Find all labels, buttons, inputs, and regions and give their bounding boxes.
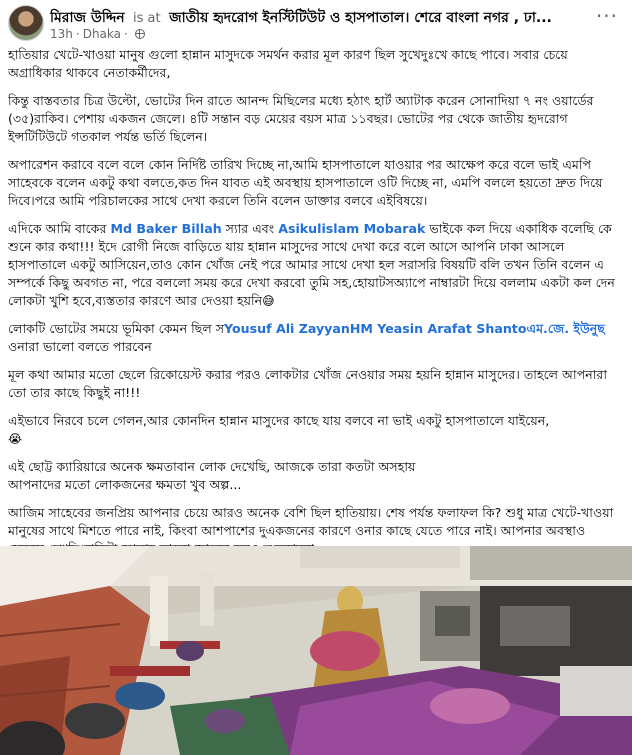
post-text: এইভাবে নিরবে চলে গেলন,আর কোনদিন হান্নান মাসুদের কাছে যায় বলবে না ভাই একটু হাসপাতালে যাইয়েন, xyxy=(8,413,550,428)
post-text: ভাইকে কল দিয়ে একাধিক বলেছি কে শুনে কার কথা!!! ইদে রোগী নিজে বাড়িতে যায় হান্নান মাসুদের সাথে দেখা করে বলে আসে আপনি ঢাকা আসলে হাসপাতালে একটু আসিয়েন,তাও কোন খোঁজ নেই পরে আমার সাথে দেখা হল সরাসরি বিষয়টি বলি তখন তিনি বলেন এ সম্পর্কে কিছু অবগত না, পরে বললো সময় করে দেখা করবো তুমি সহ,হোয়াটসঅ্যাপে নাম্বারটা দিয়ে বললাম একটা কল দেন লোকটা খুশি হবে,ব্যস্ততার কারণে আর দেওয়া হয়নি xyxy=(8,221,615,308)
post-photo[interactable] xyxy=(0,546,632,755)
meta-separator: · xyxy=(75,27,80,41)
mention-tag[interactable]: HM Yeasin Arafat Shanto xyxy=(349,321,527,336)
mention-tag[interactable]: Md Baker Billah xyxy=(110,221,222,236)
author-line xyxy=(50,6,580,26)
avatar[interactable] xyxy=(8,5,44,41)
globe-icon xyxy=(135,29,145,39)
more-options-button[interactable]: ··· xyxy=(595,4,618,28)
mention-tag[interactable]: Yousuf Ali Zayyan xyxy=(224,321,350,336)
post-paragraph: মূল কথা আমার মতো ছেলে রিকোয়েস্ট করার পরও লোকটার খোঁজ নেওয়ার সময় হয়নি হান্নান মাসুদের। তাহলে আপনারা তো তার কাছে কিছুই না!!! xyxy=(8,367,607,400)
post-paragraph xyxy=(8,220,624,310)
post-paragraph: কিন্তু বাস্তবতার চিত্র উল্টো, ভোটের দিন রাতে আনন্দ মিছিলের মধ্যে হঠাৎ হার্ট অ্যাটাক করেন সোনাদিয়া ৭ নং ওয়ার্ডের (৩৫)রাকিব। পেশায় একজন জেলে। ৪টি সন্তান বড় মেয়ের বয়স মাত্র ১১বছর। ভোটের পর থেকে জাতীয় হৃদরোগ ইন্সটিটিউটে গতকাল পর্যন্ত ভর্তি ছিলেন। xyxy=(8,93,594,144)
post-paragraph xyxy=(8,412,624,448)
post-paragraph: হাতিয়ার খেটে-খাওয়া মানুষ গুলো হান্নান মাসুদকে সমর্থন করার মূল কারণ ছিল সুখেদুঃখে কাছে পাবে। সবার চেয়ে অগ্রাধিকার থাকবে নেতাকর্মীদের, xyxy=(8,47,568,80)
hospital-ward-photo xyxy=(0,546,632,755)
post-location[interactable]: Dhaka xyxy=(82,27,121,41)
mention-tag[interactable]: Asikulislam Mobarak xyxy=(278,221,426,236)
post-text: লোকটি ভোটের সময়ে ভূমিকা কেমন ছিল স xyxy=(8,321,225,336)
sweat-smile-emoji-icon: 😅 xyxy=(262,294,275,308)
post-text: এই ছোট্ট ক্যারিয়ারে অনেক ক্ষমতাবান লোক দেখেছি, আজকে তারা কতটা অসহায় xyxy=(8,459,416,474)
place-link[interactable]: জাতীয় হৃদরোগ ইনস্টিটিউট ও হাসপাতাল। শেরে বাংলা নগর , ঢা... xyxy=(169,10,552,26)
post-header xyxy=(0,0,632,44)
post-time[interactable]: 13h xyxy=(50,27,73,41)
is-at-text: is at xyxy=(133,11,161,26)
post-meta xyxy=(50,26,145,42)
post-paragraph xyxy=(8,458,624,494)
post-text: স্যার এবং xyxy=(221,221,279,236)
mention-tag[interactable]: এম.জে. ইউনুছ xyxy=(526,321,605,336)
post-text: আপনাদের মতো লোকজনের ক্ষমতা খুব অল্প... xyxy=(8,477,242,492)
post-text: এদিকে আমি বাকের xyxy=(8,221,111,236)
author-name[interactable]: মিরাজ উদ্দিন xyxy=(50,10,125,26)
crying-emoji-icon: 😭 xyxy=(8,432,23,446)
post-paragraph: আজিম সাহেবের জনপ্রিয় আপনার চেয়ে আরও অনেক বেশি ছিল হাতিয়ায়। শেষ পর্যন্ত ফলাফল কি? শুধু মাত্র খেটে-খাওয়া মানুষের সাথে মিশতে পারে নাই, কিংবা আশপাশের দুএকজনের কারণে ওনার কাছে যেতে পারে নাই। আপনার অবস্থাও xyxy=(8,505,614,538)
post-paragraph xyxy=(8,320,624,356)
post-text: ওনারা ভালো বলতে পারবেন xyxy=(8,339,152,354)
meta-separator: · xyxy=(124,27,128,41)
post-paragraph: অপারেশন করাবে বলে বলে কোন নির্দিষ্ট তারিখ দিচ্ছে না,আমি হাসপাতালে যাওয়ার পর আক্ষেপ করে বলে ভাই এমপি সাহেবকে বলেন একটু কথা বলতে,কত দিন যাবত এই অবস্থায় হাসপাতালে ওটি দিচ্ছে না, এমপি বললে হয়তো দ্রুত দিয়ে দিবে।পরে আমি পরিচালকের সাথে দেখা করলে তিনি বলেন ডাক্তার বলবে এইবিষয়ে। xyxy=(8,157,603,208)
post-body xyxy=(8,46,624,568)
